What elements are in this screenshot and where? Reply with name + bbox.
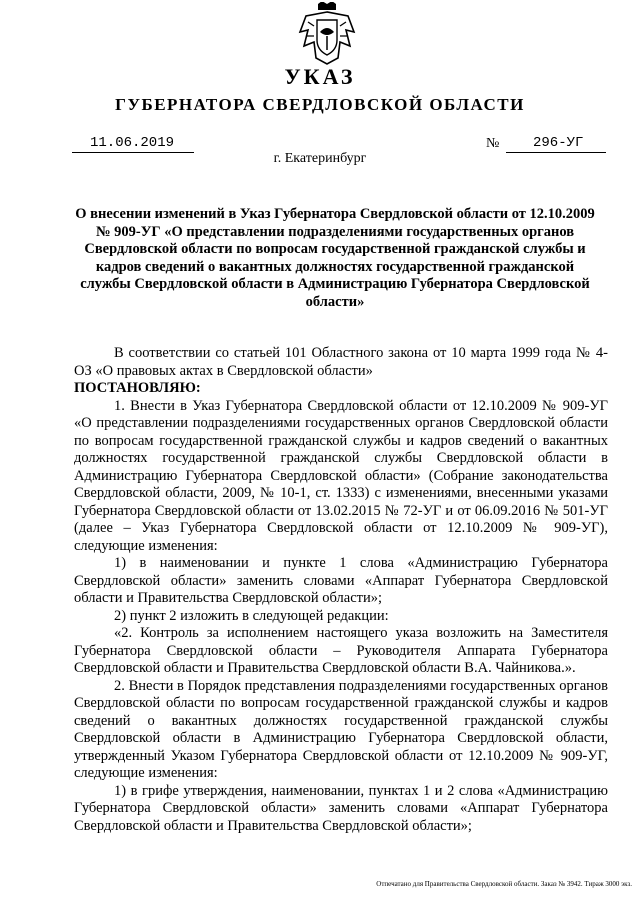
paragraph-item-2: 2. Внести в Порядок представления подразделениями государственных органов Свердловской области по вопросам государственной гражданской службы и кадров сведений о вакантных должностях государственной гражданской службы Свердловской области в Администрацию Губернатора Свердловской области, утвержденный Указом Губернатора Свердловской области от 12.10.2009 № 909-УГ, следующие изменения: bbox=[74, 677, 608, 781]
document-subtitle: ГУБЕРНАТОРА СВЕРДЛОВСКОЙ ОБЛАСТИ bbox=[115, 95, 525, 114]
paragraph-subitem-1-2: 2) пункт 2 изложить в следующей редакции: bbox=[114, 607, 389, 624]
document-title: УКАЗ bbox=[284, 64, 356, 89]
coat-of-arms-icon bbox=[296, 2, 358, 66]
paragraph-preamble: В соответствии со статьей 101 Областного закона от 10 марта 1999 года № 4-ОЗ «О правовых актах в Свердловской области» bbox=[74, 345, 608, 379]
print-footer: Отпечатано для Правительства Свердловской области. Заказ № 3942. Тираж 3000 экз. bbox=[376, 880, 632, 888]
paragraph-subitem-2-1: 1) в грифе утверждения, наименовании, пунктах 1 и 2 слова «Администрацию Губернатора Свердловской области» заменить словами «Аппарат Губернатора Свердловской области и Правительства Свердловской области»; bbox=[74, 782, 608, 834]
paragraph-subitem-1-1: 1) в наименовании и пункте 1 слова «Администрацию Губернатора Свердловской области» заменить словами «Аппарат Губернатора Свердловской области и Правительства Свердловской области»; bbox=[74, 555, 608, 606]
document-date: 11.06.2019 bbox=[90, 135, 175, 151]
document-number: 296-УГ bbox=[533, 135, 584, 151]
paragraph-quote: «2. Контроль за исполнением настоящего указа возложить на Заместителя Губернатора Свердловской области – Руководителя Аппарата Губернатора Свердловской области и Правительства Свердловской области В.А. Чайникова.». bbox=[74, 625, 608, 676]
paragraph-resolve: ПОСТАНОВЛЯЮ: bbox=[74, 380, 201, 396]
decree-body bbox=[74, 345, 608, 835]
paragraph-item-1: 1. Внести в Указ Губернатора Свердловской области от 12.10.2009 № 909-УГ «О представлении подразделениями государственных органов Свердловской области по вопросам государственной гражданской службы и кадров сведений о вакантных должностях государственной гражданской службы Свердловской области в Администрацию Губернатора Свердловской области» (Собрание законодательства Свердловской области, 2009, № 10-1, ст. 1333) с изменениями, внесенными указами Губернатора Свердловской области от 13.02.2015 № 72-УГ и от 06.09.2016 № 501-УГ (далее – Указ Губернатора Свердловской области от 12.10.2009 № 909-УГ), следующие изменения: bbox=[74, 397, 608, 554]
number-label: № bbox=[486, 136, 500, 151]
city: г. Екатеринбург bbox=[273, 151, 367, 166]
decree-heading: О внесении изменений в Указ Губернатора Свердловской области от 12.10.2009 № 909-УГ «О представлении подразделениями государственных органов Свердловской области по вопросам государственной гражданской службы и кадров сведений о вакантных должностях государственной гражданской службы Свердловской области в Администрацию Губернатора Свердловской области» bbox=[75, 206, 595, 310]
